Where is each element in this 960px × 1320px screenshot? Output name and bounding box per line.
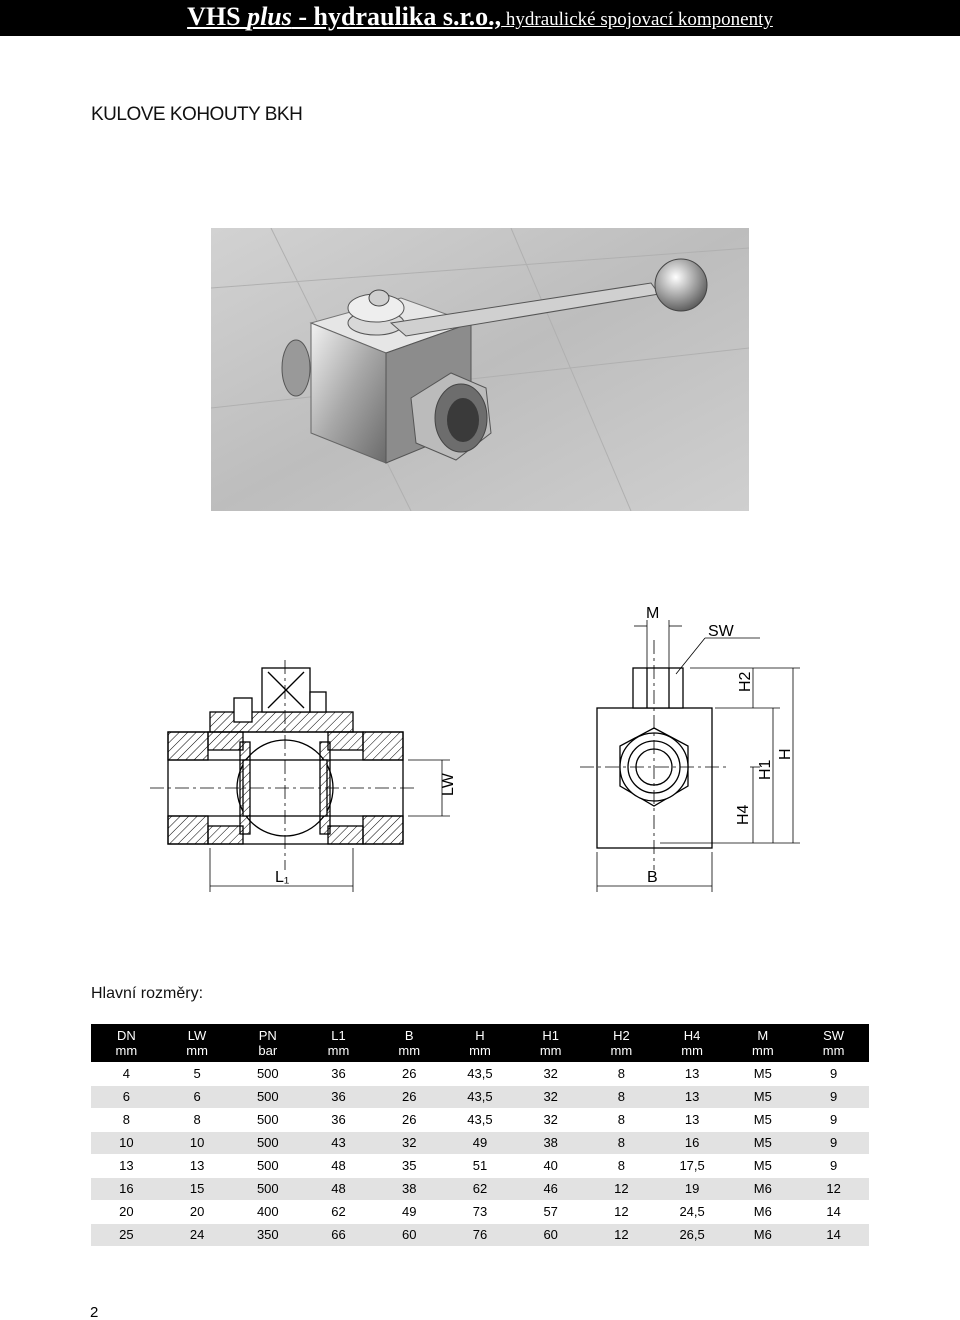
table-cell: 6 <box>91 1085 162 1108</box>
table-cell: 49 <box>445 1131 516 1154</box>
label-l1: L₁ <box>275 869 290 886</box>
table-cell: 36 <box>303 1085 374 1108</box>
table-cell: 13 <box>162 1154 233 1177</box>
table-cell: M6 <box>727 1177 798 1200</box>
dimensions-table <box>91 1024 869 1247</box>
label-m: M <box>646 605 660 622</box>
table-cell: 14 <box>798 1200 869 1223</box>
table-cell: 500 <box>232 1108 303 1131</box>
header-h4: H4 mm <box>681 1028 703 1058</box>
table-cell: 16 <box>657 1131 728 1154</box>
table-cell: 32 <box>515 1108 586 1131</box>
table-cell: 9 <box>798 1154 869 1177</box>
table-row <box>91 1062 869 1085</box>
table-cell: 12 <box>586 1223 657 1246</box>
table-cell: 51 <box>445 1154 516 1177</box>
header-lw: LW mm <box>186 1028 208 1058</box>
table-cell: M5 <box>727 1131 798 1154</box>
label-h1: H1 <box>757 759 774 780</box>
table-cell: 8 <box>586 1131 657 1154</box>
table-cell: 48 <box>303 1177 374 1200</box>
table-cell: 15 <box>162 1177 233 1200</box>
table-cell: 25 <box>91 1223 162 1246</box>
label-h4: H4 <box>735 804 752 825</box>
table-cell: 19 <box>657 1177 728 1200</box>
table-cell: 14 <box>798 1223 869 1246</box>
table-cell: 12 <box>586 1200 657 1223</box>
table-cell: 10 <box>162 1131 233 1154</box>
header-pn: PN bar <box>258 1028 278 1058</box>
table-cell: 5 <box>162 1062 233 1085</box>
header-l1: L1 mm <box>327 1028 350 1058</box>
table-cell: 350 <box>232 1223 303 1246</box>
table-cell: 10 <box>91 1131 162 1154</box>
table-cell: 12 <box>798 1177 869 1200</box>
table-cell: 76 <box>445 1223 516 1246</box>
header-banner <box>0 0 960 36</box>
table-cell: 8 <box>91 1108 162 1131</box>
table-cell: 49 <box>374 1200 445 1223</box>
table-cell: 9 <box>798 1108 869 1131</box>
table-cell: 500 <box>232 1177 303 1200</box>
table-cell: 17,5 <box>657 1154 728 1177</box>
table-cell: 32 <box>374 1131 445 1154</box>
table-cell: 8 <box>586 1085 657 1108</box>
table-cell: 16 <box>91 1177 162 1200</box>
label-h2: H2 <box>737 671 754 692</box>
table-cell: 43,5 <box>445 1108 516 1131</box>
table-cell: 36 <box>303 1108 374 1131</box>
table-header-row <box>91 1024 869 1062</box>
table-cell: 13 <box>91 1154 162 1177</box>
table-cell: 40 <box>515 1154 586 1177</box>
table-cell: 4 <box>91 1062 162 1085</box>
table-cell: 13 <box>657 1085 728 1108</box>
company-name: VHS plus - hydraulika s.r.o., <box>187 2 502 31</box>
table-cell: 13 <box>657 1062 728 1085</box>
table-cell: 8 <box>162 1108 233 1131</box>
table-cell: 8 <box>586 1108 657 1131</box>
dimensions-label: Hlavní rozměry: <box>91 985 204 1002</box>
table-cell: 73 <box>445 1200 516 1223</box>
table-row <box>91 1154 869 1177</box>
table-cell: 46 <box>515 1177 586 1200</box>
table-cell: 500 <box>232 1062 303 1085</box>
table-row <box>91 1177 869 1200</box>
table-cell: 66 <box>303 1223 374 1246</box>
table-row <box>91 1108 869 1131</box>
table-cell: 32 <box>515 1085 586 1108</box>
table-cell: 13 <box>657 1108 728 1131</box>
label-b: B <box>647 869 658 886</box>
table-cell: 26,5 <box>657 1223 728 1246</box>
header-sw: SW mm <box>822 1028 845 1058</box>
table-cell: M6 <box>727 1200 798 1223</box>
page-title: KULOVE KOHOUTY BKH <box>91 104 303 125</box>
table-row <box>91 1200 869 1223</box>
table-cell: 24,5 <box>657 1200 728 1223</box>
table-cell: 32 <box>515 1062 586 1085</box>
label-lw: LW <box>440 773 457 796</box>
table-cell: 38 <box>374 1177 445 1200</box>
table-cell: M5 <box>727 1108 798 1131</box>
page-number: 2 <box>90 1304 99 1320</box>
table-cell: 9 <box>798 1131 869 1154</box>
table-cell: 38 <box>515 1131 586 1154</box>
table-cell: 62 <box>445 1177 516 1200</box>
table-cell: 9 <box>798 1062 869 1085</box>
table-cell: 500 <box>232 1154 303 1177</box>
table-cell: 26 <box>374 1085 445 1108</box>
table-cell: 43 <box>303 1131 374 1154</box>
table-cell: M6 <box>727 1223 798 1246</box>
table-cell: 60 <box>515 1223 586 1246</box>
table-cell: 62 <box>303 1200 374 1223</box>
header-dn: DN mm <box>115 1028 138 1058</box>
header-subtitle: hydraulické spojovací komponenty <box>501 9 773 30</box>
table-cell: 48 <box>303 1154 374 1177</box>
table-cell: 43,5 <box>445 1062 516 1085</box>
table-cell: 400 <box>232 1200 303 1223</box>
table-cell: M5 <box>727 1154 798 1177</box>
table-cell: M5 <box>727 1062 798 1085</box>
table-cell: 35 <box>374 1154 445 1177</box>
label-h: H <box>777 748 794 760</box>
table-cell: M5 <box>727 1085 798 1108</box>
table-cell: 500 <box>232 1085 303 1108</box>
header-h: H mm <box>469 1028 491 1058</box>
table-cell: 6 <box>162 1085 233 1108</box>
table-cell: 24 <box>162 1223 233 1246</box>
table-cell: 20 <box>91 1200 162 1223</box>
table-cell: 26 <box>374 1062 445 1085</box>
table-cell: 12 <box>586 1177 657 1200</box>
table-cell: 20 <box>162 1200 233 1223</box>
table-cell: 500 <box>232 1131 303 1154</box>
technical-drawing <box>150 600 810 900</box>
header-h2: H2 mm <box>610 1028 633 1058</box>
table-cell: 36 <box>303 1062 374 1085</box>
table-cell: 60 <box>374 1223 445 1246</box>
product-photo <box>211 228 749 511</box>
table-cell: 43,5 <box>445 1085 516 1108</box>
table-cell: 9 <box>798 1085 869 1108</box>
table-cell: 8 <box>586 1062 657 1085</box>
table-row <box>91 1131 869 1154</box>
table-cell: 8 <box>586 1154 657 1177</box>
header-b: B mm <box>398 1028 421 1058</box>
header-h1: H1 mm <box>539 1028 562 1058</box>
header-m: M mm <box>751 1028 774 1058</box>
label-sw: SW <box>708 623 734 640</box>
table-cell: 26 <box>374 1108 445 1131</box>
table-row <box>91 1085 869 1108</box>
table-row <box>91 1223 869 1246</box>
table-cell: 57 <box>515 1200 586 1223</box>
